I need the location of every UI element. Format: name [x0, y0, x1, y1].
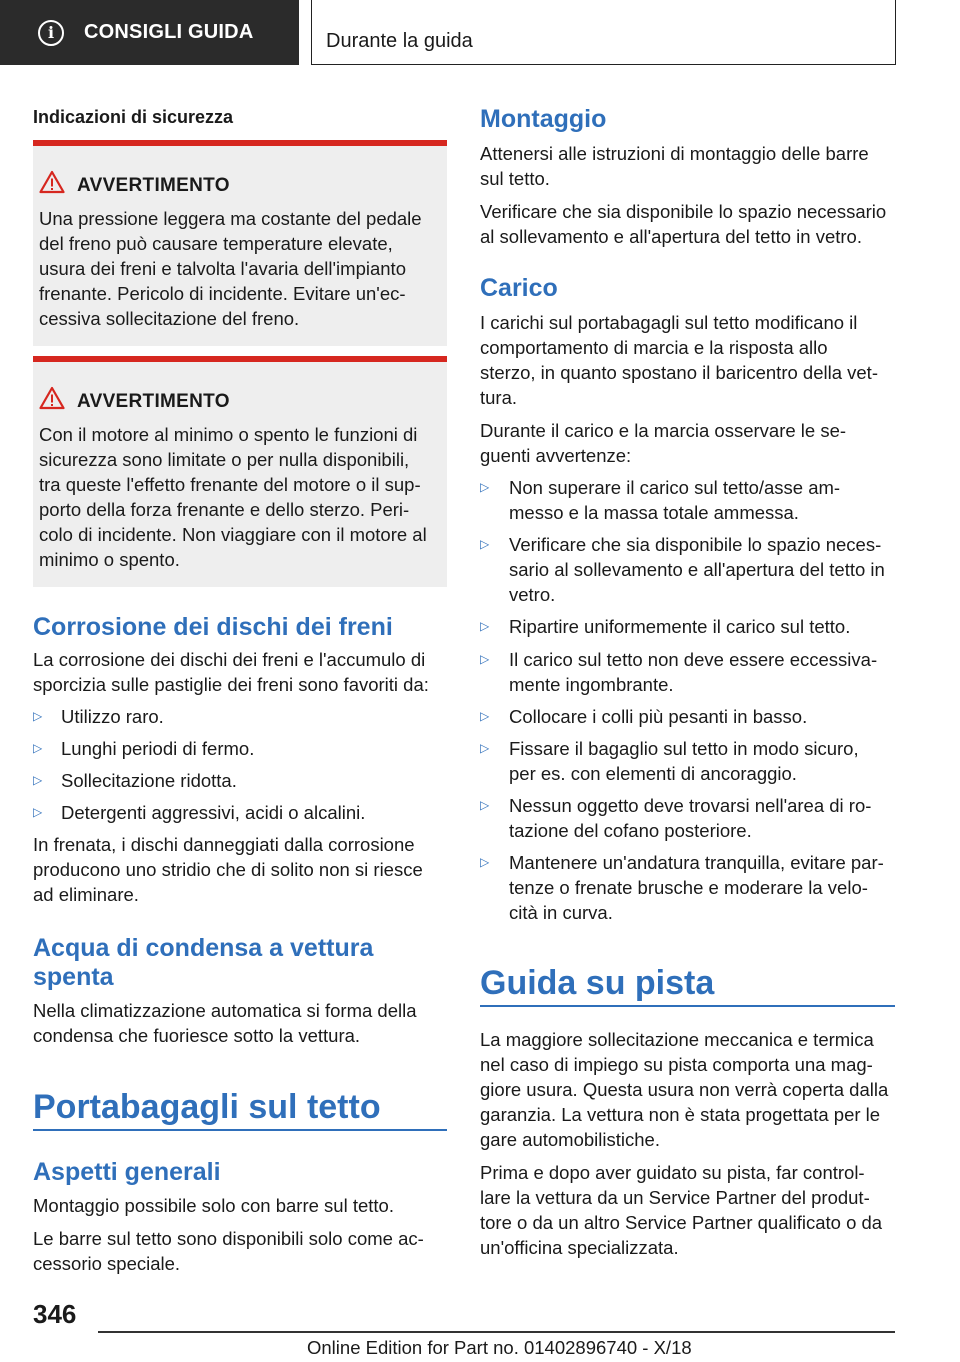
assembly-heading: Montaggio	[480, 105, 607, 133]
list-item: Il carico sul tetto non deve essere eccessiva- mente ingombrante.	[509, 649, 878, 695]
bullet-icon: ▷	[480, 741, 490, 755]
footer-rule	[98, 1331, 895, 1333]
list-item: Fissare il bagaglio sul tetto in modo sicuro, per es. con elementi di ancoraggio.	[509, 738, 859, 784]
corrosion-outro: In frenata, i dischi danneggiati dalla corrosione producono uno stridio che di solito non si riesce ad eliminare.	[33, 834, 423, 905]
list-item: Non superare il carico sul tetto/asse am- messo e la massa totale ammessa.	[509, 477, 841, 523]
load-p1: I carichi sul portabagagli sul tetto modificano il comportamento di marcia e la risposta allo sterzo, in quanto spostano il baricentro della vet- tura.	[480, 312, 878, 408]
general-heading: Aspetti generali	[33, 1158, 221, 1186]
bullet-icon: ▷	[480, 652, 490, 666]
bullet-icon: ▷	[480, 480, 490, 494]
warning-text: Una pressione leggera ma costante del pedale del freno può causare temperature elevate, usura dei freni e talvolta l'avaria dell'impianto frenante. Pericolo di incidente. Evitare un'ec- cessiva sollecitazione del freno.	[39, 208, 422, 329]
assembly-p1: Attenersi alle istruzioni di montaggio delle barre sul tetto.	[480, 143, 869, 189]
condensation-heading: Acqua di condensa a vettura spenta	[33, 934, 374, 991]
header-chapter-tab	[0, 0, 299, 65]
list-item: Ripartire uniformemente il carico sul tetto.	[509, 616, 851, 637]
bullet-icon: ▷	[480, 798, 490, 812]
bullet-icon: ▷	[480, 619, 490, 633]
roof-rack-heading: Portabagagli sul tetto	[33, 1088, 381, 1126]
info-icon: i	[38, 20, 64, 46]
list-item: Collocare i colli più pesanti in basso.	[509, 706, 808, 727]
list-item: Detergenti aggressivi, acidi o alcalini.	[61, 802, 366, 823]
list-item: Nessun oggetto deve trovarsi nell'area di ro- tazione del cofano posteriore.	[509, 795, 872, 841]
bullet-icon: ▷	[33, 773, 43, 787]
corrosion-intro: La corrosione dei dischi dei freni e l'accumulo di sporcizia sulle pastiglie dei freni sono favoriti da:	[33, 649, 429, 695]
bullet-icon: ▷	[33, 741, 43, 755]
condensation-text: Nella climatizzazione automatica si forma della condensa che fuoriesce sotto la vettura.	[33, 1000, 417, 1046]
section-rule	[33, 1129, 447, 1131]
list-item: Verificare che sia disponibile lo spazio neces- sario al sollevamento e all'apertura del tetto in vetro.	[509, 534, 885, 605]
page-number: 346	[33, 1299, 77, 1329]
chapter-title: CONSIGLI GUIDA	[84, 21, 254, 43]
warning-box-1	[33, 140, 447, 346]
header-section-box	[311, 0, 896, 65]
bullet-icon: ▷	[33, 709, 43, 723]
list-item: Utilizzo raro.	[61, 706, 164, 727]
warning-triangle-icon	[39, 170, 65, 194]
section-rule	[480, 1005, 895, 1007]
general-p2: Le barre sul tetto sono disponibili solo come ac- cessorio speciale.	[33, 1228, 424, 1274]
track-heading: Guida su pista	[480, 964, 715, 1002]
track-p2: Prima e dopo aver guidato su pista, far control- lare la vettura da un Service Partner del produt- tore o da un altro Service Partner qualificato o da un'officina specializzata.	[480, 1162, 883, 1258]
list-item: Lunghi periodi di fermo.	[61, 738, 255, 759]
general-p1: Montaggio possibile solo con barre sul tetto.	[33, 1195, 394, 1216]
assembly-p2: Verificare che sia disponibile lo spazio necessario al sollevamento e all'apertura del tetto in vetro.	[480, 201, 887, 247]
warning-text: Con il motore al minimo o spento le funzioni di sicurezza sono limitate o per nulla disponibili, tra queste l'effetto frenante del motore o il sup- porto della forza frenante e dello sterzo. Peri- colo di incidente. Non viaggiare con il motore al minimo o spento.	[39, 424, 427, 570]
warning-title: AVVERTIMENTO	[77, 391, 230, 412]
bullet-icon: ▷	[33, 805, 43, 819]
safety-heading: Indicazioni di sicurezza	[33, 107, 234, 127]
warning-box-2	[33, 356, 447, 587]
bullet-icon: ▷	[480, 537, 490, 551]
load-p2: Durante il carico e la marcia osservare le se- guenti avvertenze:	[480, 420, 847, 466]
edition-text: Online Edition for Part no. 01402896740 - X/18	[307, 1337, 692, 1358]
corrosion-heading: Corrosione dei dischi dei freni	[33, 613, 393, 641]
bullet-icon: ▷	[480, 855, 490, 869]
load-heading: Carico	[480, 274, 558, 302]
warning-triangle-icon	[39, 386, 65, 410]
warning-title: AVVERTIMENTO	[77, 175, 230, 196]
list-item: Sollecitazione ridotta.	[61, 770, 237, 791]
track-p1: La maggiore sollecitazione meccanica e termica nel caso di impiego su pista comporta una mag- giore usura. Questa usura non verrà coperta dalla garanzia. La vettura non è stata progettata per le gare automobilistiche.	[480, 1029, 889, 1150]
section-title: Durante la guida	[326, 30, 473, 52]
list-item: Mantenere un'andatura tranquilla, evitare par- tenze o frenate brusche e moderare la velo- cità in curva.	[509, 852, 884, 923]
bullet-icon: ▷	[480, 709, 490, 723]
